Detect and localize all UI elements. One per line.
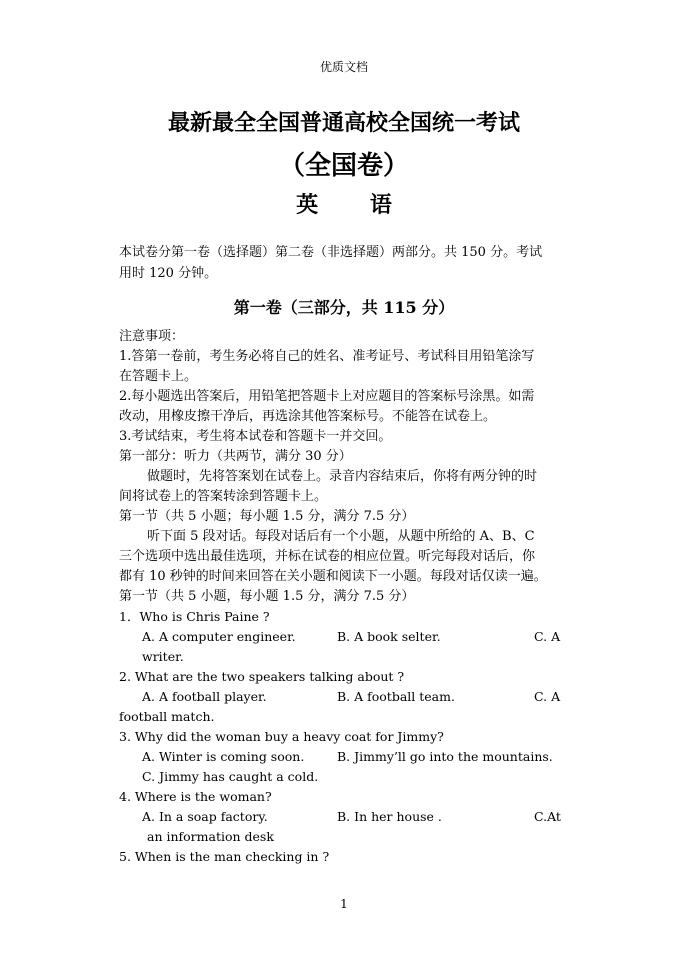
note-2b: 改动，用橡皮擦干净后，再选涂其他答案标号。不能答在试卷上。 <box>119 409 497 424</box>
q1-option-b: B. A book selter. <box>337 629 441 644</box>
question-2-options <box>0 687 688 707</box>
exam-subtitle: （全国卷） <box>278 151 409 181</box>
note-1b: 在答题卡上。 <box>119 369 198 384</box>
q4-option-c: C.At <box>534 809 561 824</box>
page-number: 1 <box>340 897 348 911</box>
note-2a: 2.每小题选出答案后，用铅笔把答题卡上对应题目的答案标号涂黑。如需 <box>119 389 535 404</box>
question-1-options <box>0 627 688 647</box>
q4-option-b: B. In her house . <box>337 809 442 824</box>
question-4: 4. Where is the woman? <box>119 789 272 804</box>
question-4-options <box>0 807 688 827</box>
section1-heading-2: 第一节（共 5 小题，每小题 1.5 分，满分 7.5 分） <box>119 589 415 604</box>
part1-desc-a: 做题时，先将答案划在试卷上。录音内容结束后，你将有两分钟的时 <box>147 469 538 484</box>
question-3-options <box>0 747 688 767</box>
part1-desc-b: 间将试卷上的答案转涂到答题卡上。 <box>119 489 328 504</box>
exam-title: 最新最全全国普通高校全国统一考试 <box>167 110 520 136</box>
note-3: 3.考试结束，考生将本试卷和答题卡一并交回。 <box>119 429 392 444</box>
part1-heading: 第一部分：听力（共两节，满分 30 分） <box>119 449 352 464</box>
section-title: 第一卷（三部分，共 115 分） <box>233 298 455 317</box>
section1-desc-a: 听下面 5 段对话。每段对话后有一个小题，从题中所给的 A、B、C <box>147 529 535 544</box>
section1-heading: 第一节（共 5 小题；每小题 1.5 分，满分 7.5 分） <box>119 509 415 524</box>
q3-option-c: C. Jimmy has caught a cold. <box>142 769 319 784</box>
q2-option-b: B. A football team. <box>337 689 455 704</box>
intro-line-2: 用时 120 分钟。 <box>119 266 218 281</box>
notes-heading: 注意事项： <box>119 329 185 344</box>
q4-option-a: A. In a soap factory. <box>142 809 268 824</box>
page-header: 优质文档 <box>319 60 368 74</box>
section1-desc-c: 都有 10 秒钟的时间来回答在关小题和阅读下一小题。每段对话仅读一遍。 <box>119 569 547 584</box>
q3-option-b: B. Jimmy’ll go into the mountains. <box>337 749 553 764</box>
q2-option-a: A. A football player. <box>142 689 267 704</box>
note-1a: 1.答第一卷前，考生务必将自己的姓名、准考证号、考试科目用铅笔涂写 <box>119 349 535 364</box>
q2-option-c-cont: football match. <box>119 709 215 724</box>
question-1: 1．Who is Chris Paine ? <box>119 609 270 624</box>
section1-desc-b: 三个选项中选出最佳选项，并标在试卷的相应位置。听完每段对话后，你 <box>119 549 536 564</box>
intro-line-1: 本试卷分第一卷（选择题）第二卷（非选择题）两部分。共 150 分。考试 <box>119 245 543 260</box>
question-3: 3. Why did the woman buy a heavy coat for Jimmy? <box>119 729 444 744</box>
question-2: 2. What are the two speakers talking about ? <box>119 669 405 684</box>
q2-option-c: C. A <box>534 689 561 704</box>
q1-option-a: A. A computer engineer. <box>142 629 296 644</box>
question-5: 5. When is the man checking in ? <box>119 849 330 864</box>
q1-option-c-cont: writer. <box>142 649 184 664</box>
q1-option-c: C. A <box>534 629 561 644</box>
subject-title: 英 语 <box>296 192 414 218</box>
q4-option-c-cont: an information desk <box>147 829 274 844</box>
q3-option-a: A. Winter is coming soon. <box>142 749 305 764</box>
